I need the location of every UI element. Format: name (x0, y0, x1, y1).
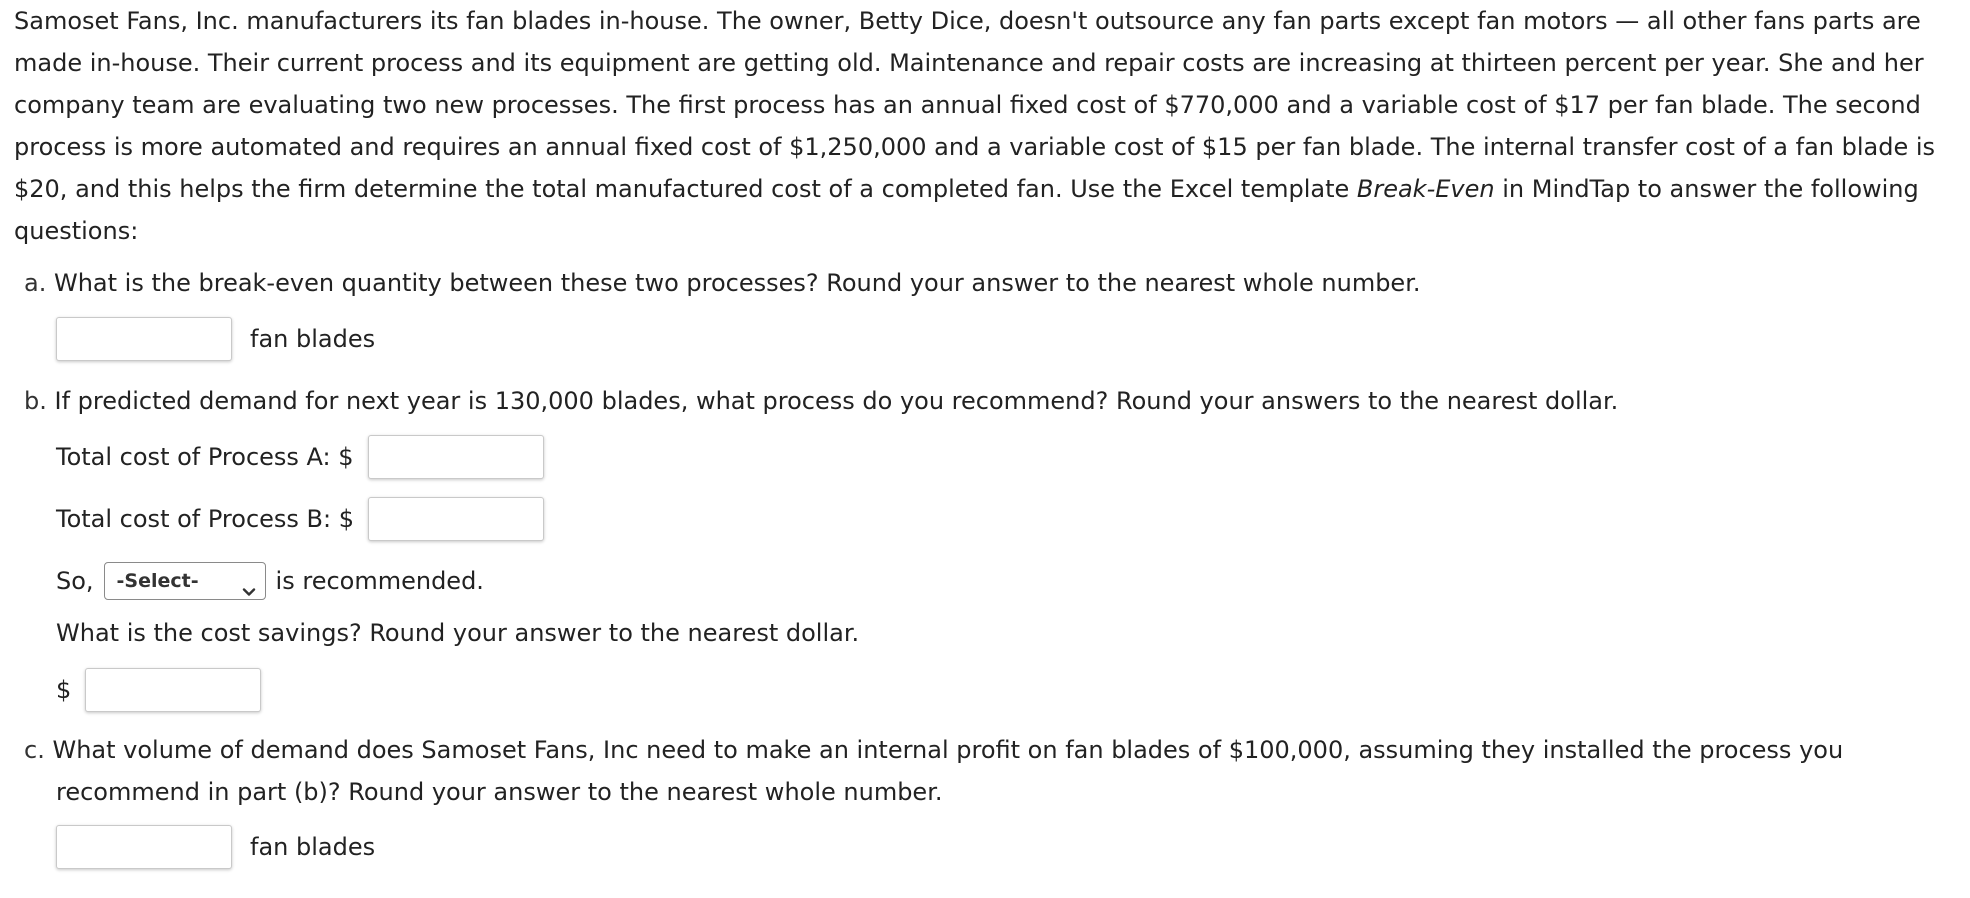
profit-volume-input[interactable] (56, 825, 232, 869)
process-b-cost-input[interactable] (368, 497, 544, 541)
answer-a-row (56, 317, 375, 361)
savings-question-row (56, 612, 859, 654)
question-c-text-line1: What volume of demand does Samoset Fans, Inc need to make an internal profit on fan blades of $100,000, assuming they installed the process you (52, 736, 1844, 764)
question-a-text: What is the break-even quantity between these two processes? Round your answer to the nearest whole number. (53, 269, 1421, 297)
question-c-text-line2: recommend in part (b)? Round your answer to the nearest whole number. (56, 778, 943, 806)
savings-answer-row (56, 668, 261, 712)
answer-c-row (56, 825, 375, 869)
question-a-letter: a. (24, 269, 47, 297)
chevron-down-icon (241, 573, 257, 589)
cost-savings-input[interactable] (85, 668, 261, 712)
problem-statement (14, 0, 1959, 252)
question-c (24, 729, 1944, 813)
process-b-cost-label: Total cost of Process B: $ (56, 505, 354, 533)
intro-text-part2: in MindTap to answer the following questions: (14, 175, 1919, 245)
break-even-quantity-input[interactable] (56, 317, 232, 361)
recommendation-row (56, 560, 484, 602)
so-label: So, (56, 567, 94, 595)
process-a-cost-row (56, 435, 544, 479)
question-a (24, 262, 1420, 304)
process-b-cost-row (56, 497, 544, 541)
question-b (24, 380, 1618, 422)
answer-c-unit: fan blades (250, 833, 376, 861)
process-select[interactable] (104, 562, 266, 600)
question-b-letter: b. (24, 387, 47, 415)
intro-text-part1: Samoset Fans, Inc. manufacturers its fan blades in-house. The owner, Betty Dice, doesn't outsource any fan parts except fan motors — all other fans parts are made in-house. Their current process and its equipment are getting old. Maintenance and repair costs are increasing at thirteen percent per year. She and her company team are evaluating two new processes. The first process has an annual fixed cost of $770,000 and a variable cost of $17 per fan blade. The second process is more automated and requires an annual fixed cost of $1,250,000 and a variable cost of $15 per fan blade. The internal transfer cost of a fan blade is $20, and this helps the firm determine the total manufactured cost of a completed fan. Use the Excel template (14, 7, 1936, 203)
template-name: Break-Even (1356, 175, 1495, 203)
recommended-label: is recommended. (275, 567, 484, 595)
savings-currency: $ (56, 676, 72, 704)
process-a-cost-label: Total cost of Process A: $ (56, 443, 354, 471)
savings-question-text: What is the cost savings? Round your answer to the nearest dollar. (56, 619, 860, 647)
answer-a-unit: fan blades (250, 325, 376, 353)
question-c-letter: c. (24, 736, 45, 764)
question-b-text: If predicted demand for next year is 130,000 blades, what process do you recommend? Round your answers to the nearest dollar. (54, 387, 1619, 415)
process-select-value: -Select- (116, 570, 199, 592)
process-a-cost-input[interactable] (368, 435, 544, 479)
